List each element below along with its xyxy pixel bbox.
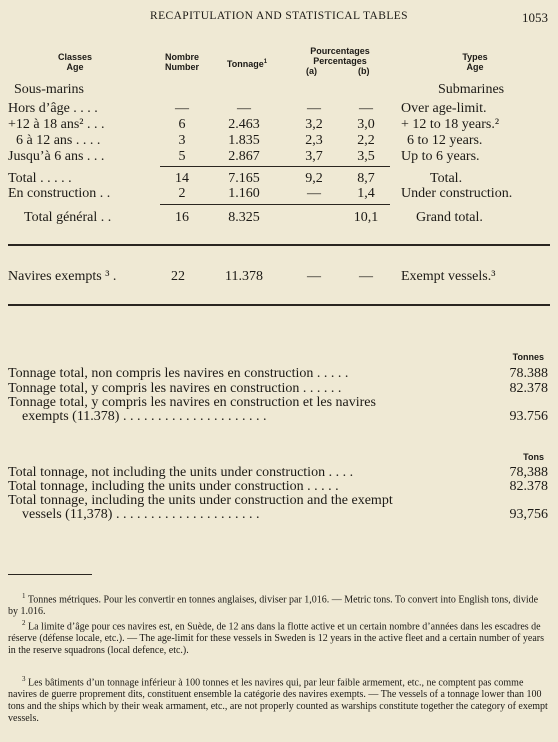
total-pct-a: 9,2 <box>305 171 323 186</box>
grand-total-row <box>0 210 558 226</box>
row-pct-b: — <box>359 101 373 116</box>
col-head-types-label: Types <box>462 52 488 62</box>
grand-sum-rule <box>160 204 390 205</box>
row-label-en: + 12 to 18 years.² <box>401 117 500 132</box>
total-pct-b: 8,7 <box>357 171 375 186</box>
summary-line <box>8 465 548 480</box>
summary-line <box>8 409 548 424</box>
summary-text: Total tonnage, including the units under construction . . . . . <box>8 479 339 494</box>
row-number: 5 <box>178 149 186 164</box>
col-head-percentages <box>292 46 388 76</box>
col-head-pct-b: (b) <box>358 66 370 76</box>
summary-line <box>8 381 548 396</box>
footnote <box>8 673 550 725</box>
section-divider <box>8 304 550 306</box>
col-head-percentages-en: Percentages <box>313 56 367 66</box>
summary-text: exempts (11.378) . . . . . . . . . . . . . . . . . . . . . <box>22 409 267 424</box>
page-header-title: RECAPITULATION AND STATISTICAL TABLES <box>150 10 408 22</box>
grand-total-tonnage: 8.325 <box>228 210 260 225</box>
table-row <box>0 117 558 133</box>
col-head-pct-a: (a) <box>306 66 317 76</box>
row-label-en: Up to 6 years. <box>401 149 480 164</box>
col-head-tonnage <box>212 57 282 69</box>
row-label: Hors d’âge . . . . <box>8 101 98 116</box>
footnote-rule <box>8 574 92 575</box>
col-head-age-fr: Age <box>66 62 84 72</box>
summary-value: 82.378 <box>509 381 548 396</box>
grand-total-label: Total général . . <box>24 210 112 225</box>
col-head-number <box>155 52 209 72</box>
grand-total-number: 16 <box>175 210 189 225</box>
col-head-pourcentages: Pourcentages <box>310 46 370 56</box>
summary-line <box>8 395 548 410</box>
row-tonnage: 2.867 <box>228 149 260 164</box>
summary-text: Tonnage total, y compris les navires en construction . . . . . . <box>8 381 342 396</box>
construction-row <box>0 186 558 202</box>
row-number: 3 <box>178 133 186 148</box>
footnote-mark: 2 <box>22 619 26 627</box>
summary-value: 93.756 <box>509 409 548 424</box>
page-number: 1053 <box>522 10 548 25</box>
construction-label: En construction . . <box>8 186 111 201</box>
col-head-types <box>430 52 520 72</box>
footnote <box>8 617 550 657</box>
construction-pct-b: 1,4 <box>357 186 375 201</box>
summary-text: Tonnage total, non compris les navires en construction . . . . . <box>8 366 349 381</box>
total-row <box>0 171 558 187</box>
row-label: Jusqu’à 6 ans . . . <box>8 149 105 164</box>
table-row <box>0 101 558 117</box>
col-head-classes <box>40 52 110 72</box>
section-title-en: Submarines <box>438 82 505 97</box>
section-divider <box>8 244 550 246</box>
row-label-en: 6 to 12 years. <box>407 133 483 148</box>
row-label: +12 à 18 ans² . . . <box>8 117 105 132</box>
total-tonnage: 7.165 <box>228 171 260 186</box>
col-head-age-en: Age <box>466 62 484 72</box>
footnote-mark: 3 <box>22 675 26 683</box>
row-tonnage: 1.835 <box>228 133 260 148</box>
unit-tonnes: Tonnes <box>512 352 544 362</box>
total-label: Total . . . . . <box>8 171 72 186</box>
row-tonnage: — <box>237 101 251 116</box>
col-head-tonnage-label: Tonnage <box>226 59 264 69</box>
footnote-text: Les bâtiments d’un tonnage inférieur à 100 tonnes et les navires qui, par leur faible armement, etc., ne comptent pas comme navires de guerre proprement dits, constituent ensemble la catégorie des navires exempts. — The vessels of a tonnage lower than 100 tons and the ships which by their weak armament, etc., are not properly counted as warships constitute together the category of exempt vessels. <box>8 677 548 725</box>
col-head-number-en: Number <box>164 62 199 72</box>
col-head-tonnage-note: 1 <box>263 59 268 65</box>
table-row <box>0 149 558 165</box>
exempt-label: Navires exempts ³ . <box>8 269 117 284</box>
table-row <box>0 133 558 149</box>
construction-number: 2 <box>178 186 186 201</box>
exempt-tonnage: 11.378 <box>225 269 263 284</box>
unit-tons: Tons <box>523 452 544 462</box>
col-head-classes-label: Classes <box>57 52 93 62</box>
section-title-fr: Sous-marins <box>14 82 84 97</box>
total-number: 14 <box>175 171 189 186</box>
row-pct-a: 3,7 <box>305 149 323 164</box>
construction-pct-a: — <box>307 186 321 201</box>
exempt-pct-a: — <box>307 269 321 284</box>
row-label-en: Over age-limit. <box>401 101 487 116</box>
col-head-nombre: Nombre <box>164 52 199 62</box>
sum-rule <box>160 166 390 167</box>
summary-value: 93,756 <box>509 507 548 522</box>
row-pct-a: 3,2 <box>305 117 323 132</box>
total-label-en: Total. <box>430 171 463 186</box>
row-tonnage: 2.463 <box>228 117 260 132</box>
summary-value: 78.388 <box>509 366 548 381</box>
summary-text: vessels (11,378) . . . . . . . . . . . . . . . . . . . . . <box>22 507 260 522</box>
exempt-row <box>0 269 558 285</box>
exempt-number: 22 <box>171 269 185 284</box>
summary-value: 78,388 <box>509 465 548 480</box>
summary-text: Total tonnage, including the units under construction and the exempt <box>8 493 393 508</box>
row-pct-b: 2,2 <box>357 133 375 148</box>
row-label: 6 à 12 ans . . . . <box>16 133 101 148</box>
footnote-text: La limite d’âge pour ces navires est, en Suède, de 12 ans dans la flotte active et un certain nombre d’années dans les escadres de réserve (défense locale, etc.). — The age-limit for these vessels in Sweden is 12 years in the active fleet and a certain number of years in the reserve squadrons (local defence, etc.). <box>8 621 544 657</box>
grand-total-pct-b: 10,1 <box>353 210 379 225</box>
summary-line <box>8 366 548 381</box>
exempt-label-en: Exempt vessels.³ <box>401 269 496 284</box>
summary-line <box>8 479 548 494</box>
summary-value: 82.378 <box>509 479 548 494</box>
summary-text: Total tonnage, not including the units under construction . . . . <box>8 465 354 480</box>
row-pct-a: 2,3 <box>305 133 323 148</box>
row-number: — <box>175 101 189 116</box>
summary-line <box>8 493 548 508</box>
row-pct-b: 3,0 <box>357 117 375 132</box>
grand-total-label-en: Grand total. <box>416 210 483 225</box>
summary-line <box>8 507 548 522</box>
row-pct-b: 3,5 <box>357 149 375 164</box>
exempt-pct-b: — <box>359 269 373 284</box>
summary-text: Tonnage total, y compris les navires en construction et les navires <box>8 395 376 410</box>
footnote-text: Tonnes métriques. Pour les convertir en tonnes anglaises, diviser par 1,016. — Metric tons. To convert into English tons, divide by 1.016. <box>8 594 539 618</box>
footnote-mark: 1 <box>22 592 26 600</box>
row-pct-a: — <box>307 101 321 116</box>
row-number: 6 <box>178 117 186 132</box>
construction-tonnage: 1.160 <box>228 186 260 201</box>
construction-label-en: Under construction. <box>401 186 513 201</box>
footnote <box>8 590 550 618</box>
